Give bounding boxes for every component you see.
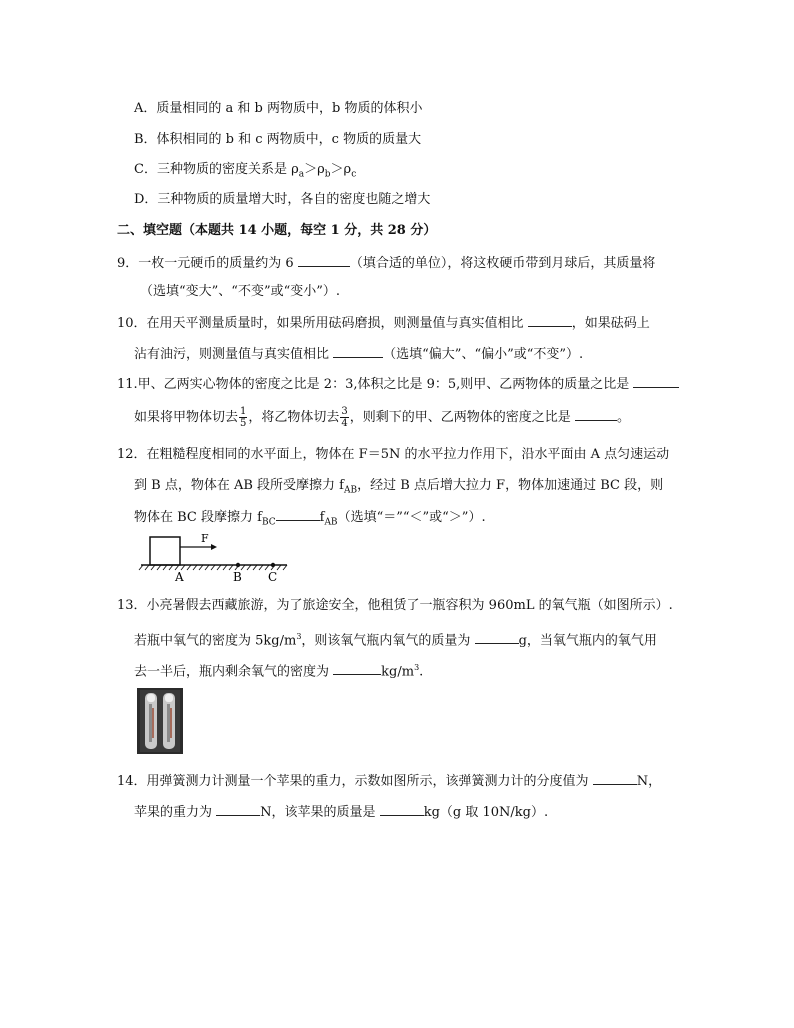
fraction-2-denominator: 4 — [341, 418, 348, 429]
rho-sub-b: b — [324, 169, 331, 180]
q8-option-a: A．质量相同的 a 和 b 两物质中，b 物质的体积小 — [134, 101, 423, 116]
q12-text-d: （选填“＝”“＜”或“＞”）. — [337, 510, 486, 525]
q13-text-d: 去一半后，瓶内剩余氧气的密度为 — [134, 664, 330, 680]
q8-option-b: B．体积相同的 b 和 c 两物质中，c 物质的质量大 — [134, 132, 422, 147]
force-label: F — [201, 532, 209, 545]
q12-sub-bc: BC — [261, 517, 276, 528]
point-c-label: C — [268, 570, 278, 582]
q8-option-c — [134, 161, 356, 184]
q14-text-b: N， — [636, 774, 662, 789]
q14-text-e: kg（g 取 10N/kg）. — [423, 805, 549, 820]
q14-text-c: 苹果的重力为 — [134, 805, 213, 820]
q10-text-a: 10．在用天平测量质量时，如果所用砝码磨损，则测量值与真实值相比 — [117, 316, 524, 331]
q14-blank-3[interactable] — [380, 802, 424, 816]
q12-line-2 — [134, 477, 663, 500]
gt-sign-2: ＞ρ — [330, 162, 352, 177]
q12-line-1: 12．在粗糙程度相同的水平面上，物体在 F＝5N 的水平拉力作用下，沿水平面由 A 点匀速运动 — [117, 447, 670, 462]
point-b-label: B — [233, 570, 242, 582]
q13-line-1: 13．小亮暑假去西藏旅游，为了旅途安全，他租赁了一瓶容积为 960mL 的氧气瓶（如图所示）. — [117, 598, 673, 613]
q12-blank[interactable] — [276, 507, 320, 521]
point-b-dot — [236, 563, 240, 567]
force-arrowhead — [211, 544, 217, 550]
q13-text-c: g，当氧气瓶内的氧气用 — [518, 633, 657, 649]
q10-blank-2[interactable] — [333, 344, 383, 358]
q14-line-2 — [134, 802, 548, 822]
q14-line-1 — [117, 771, 661, 791]
q12-text-f: f — [319, 510, 325, 525]
q13-text-f: . — [419, 664, 424, 680]
gt-sign-1: ＞ρ — [304, 162, 325, 177]
q10-line-2 — [134, 344, 583, 364]
friction-diagram — [137, 530, 297, 582]
q13-text-e: kg/m — [381, 664, 415, 680]
fraction-2-numerator: 3 — [341, 406, 348, 417]
q13-blank-2[interactable] — [333, 661, 381, 675]
q9-text-a: 9．一枚一元硬币的质量约为 6 — [117, 256, 294, 271]
fraction-1-numerator: 1 — [240, 406, 247, 417]
q9-line-2: （选填“变大”、“不变”或“变小”）. — [140, 284, 341, 299]
q9-blank-1[interactable] — [298, 253, 350, 267]
q13-text-a: 若瓶中氧气的密度为 5kg/m — [134, 633, 297, 649]
q13-blank-1[interactable] — [475, 630, 519, 644]
q14-blank-2[interactable] — [216, 802, 260, 816]
q11-text-b: 如果将甲物体切去 — [134, 410, 239, 425]
q11-blank-1[interactable] — [633, 374, 679, 388]
q9-line-1 — [117, 253, 655, 273]
q11-text-d: ，则剩下的甲、乙两物体的密度之比是 — [349, 410, 571, 425]
q11-line-2 — [134, 405, 630, 431]
q10-line-1 — [117, 313, 650, 333]
q14-text-a: 14．用弹簧测力计测量一个苹果的重力，示数如图所示，该弹簧测力计的分度值为 — [117, 774, 589, 789]
q12-line-3 — [134, 507, 486, 532]
q12-sub-ab: AB — [343, 485, 358, 496]
q11-blank-2[interactable] — [575, 407, 617, 421]
q9-text-b: （填合适的单位），将这枚硬币带到月球后，其质量将 — [349, 256, 656, 271]
q11-text-c: ，将乙物体切去 — [248, 410, 340, 425]
fraction-three-quarters — [340, 406, 348, 429]
fraction-1-denominator: 5 — [240, 418, 247, 429]
q10-blank-1[interactable] — [528, 313, 572, 327]
oxygen-bottle-photo — [137, 688, 183, 754]
q10-text-d: （选填“偏大”、“偏小”或“不变”）. — [383, 347, 584, 362]
q13-sup-1: 3 — [296, 632, 302, 641]
fraction-one-fifth — [239, 406, 247, 429]
q12-text-c: 物体在 BC 段摩擦力 f — [134, 510, 262, 525]
block — [150, 537, 180, 565]
q11-text-e: 。 — [616, 410, 630, 425]
q12-sub-ab-2: AB — [324, 517, 338, 528]
q13-sup-2: 3 — [414, 663, 420, 672]
q12-text-b: ，经过 B 点后增大拉力 F，物体加速通过 BC 段，则 — [357, 478, 664, 493]
rho-sub-c: c — [351, 169, 357, 180]
q13-line-2 — [134, 628, 657, 650]
q14-text-d: N，该苹果的质量是 — [260, 805, 376, 820]
q13-text-b: ，则该氧气瓶内氧气的质量为 — [301, 633, 471, 649]
rho-sub-a: a — [298, 169, 305, 180]
q8-option-d: D．三种物质的质量增大时，各自的密度也随之增大 — [134, 192, 431, 207]
q10-text-b: ，如果砝码上 — [571, 316, 650, 331]
section-title: 二、填空题（本题共 14 小题，每空 1 分，共 28 分） — [117, 223, 437, 238]
q12-text-a: 到 B 点，物体在 AB 段所受摩擦力 f — [134, 478, 344, 493]
q11-text-a: 11.甲、乙两实心物体的密度之比是 2：3,体积之比是 9：5,则甲、乙两物体的质量之比是 — [117, 377, 630, 392]
q10-text-c: 沾有油污，则测量值与真实值相比 — [134, 347, 330, 362]
point-c-dot — [271, 563, 275, 567]
q14-blank-1[interactable] — [593, 771, 637, 785]
q8-option-c-prefix: C．三种物质的密度关系是 ρ — [134, 162, 299, 177]
point-a-label: A — [175, 570, 184, 582]
q11-line-1 — [117, 374, 679, 394]
q13-line-3 — [134, 659, 423, 681]
